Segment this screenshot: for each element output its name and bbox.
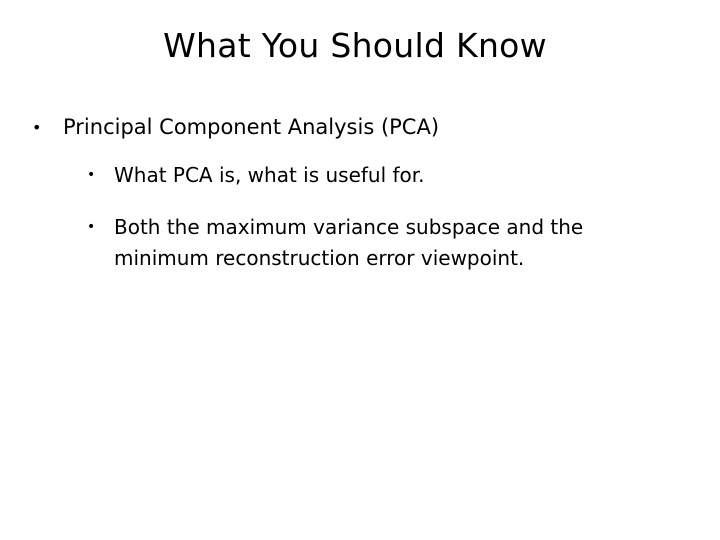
slide-title: What You Should Know: [163, 26, 547, 65]
bullet-item-pca: [32, 112, 439, 143]
bullet-marker: •: [32, 118, 42, 137]
sub-bullet-item-viewpoints: [87, 212, 647, 274]
sub-bullet-text: What PCA is, what is useful for.: [114, 163, 425, 187]
sub-bullet-marker: •: [87, 219, 96, 235]
bullet-text: Principal Component Analysis (PCA): [63, 115, 440, 139]
sub-bullet-text: Both the maximum variance subspace and the minimum reconstruction error viewpoint.: [114, 215, 584, 270]
sub-bullet-item-what-pca-is: [87, 160, 687, 191]
sub-bullet-marker: •: [87, 167, 96, 183]
